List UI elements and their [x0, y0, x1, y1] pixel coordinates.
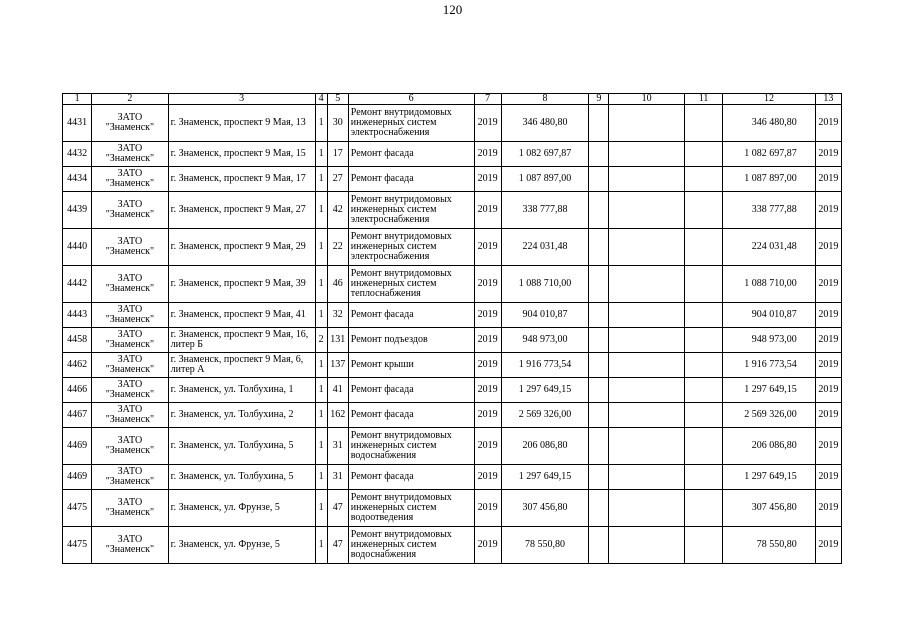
page-number: 120 — [442, 2, 463, 17]
table-row — [63, 142, 842, 167]
table-row — [63, 266, 842, 303]
id-cell: 4469 — [63, 465, 92, 490]
id-cell: 4475 — [63, 527, 92, 564]
address-cell: г. Знаменск, проспект 9 Мая, 39 — [168, 266, 315, 303]
work-type-cell: Ремонт фасада — [348, 465, 474, 490]
id-cell: 4475 — [63, 490, 92, 527]
municipality-cell: ЗАТО "Знаменск" — [92, 167, 168, 192]
work-type-cell: Ремонт фасада — [348, 403, 474, 428]
total-cell: 206 086,80 — [723, 428, 816, 465]
total-cell: 1 297 649,15 — [723, 378, 816, 403]
address-cell: г. Знаменск, ул. Фрунзе, 5 — [168, 490, 315, 527]
cost-cell: 224 031,48 — [501, 229, 589, 266]
year-cell: 2019 — [474, 378, 501, 403]
work-type-cell: Ремонт фасада — [348, 167, 474, 192]
col5-cell: 42 — [327, 192, 348, 229]
col5-cell: 32 — [327, 303, 348, 328]
year-end-cell: 2019 — [815, 167, 841, 192]
col5-cell: 47 — [327, 490, 348, 527]
work-type-cell: Ремонт внутридомовых инженерных систем теплоснабжения — [348, 266, 474, 303]
cost-cell: 904 010,87 — [501, 303, 589, 328]
id-cell: 4467 — [63, 403, 92, 428]
col4-cell: 1 — [315, 167, 327, 192]
id-cell: 4462 — [63, 353, 92, 378]
cost-cell: 1 297 649,15 — [501, 465, 589, 490]
total-cell: 224 031,48 — [723, 229, 816, 266]
work-type-cell: Ремонт внутридомовых инженерных систем электроснабжения — [348, 105, 474, 142]
total-cell: 904 010,87 — [723, 303, 816, 328]
address-cell: г. Знаменск, проспект 9 Мая, 17 — [168, 167, 315, 192]
municipality-cell: ЗАТО "Знаменск" — [92, 105, 168, 142]
cost-cell: 948 973,00 — [501, 328, 589, 353]
col5-cell: 27 — [327, 167, 348, 192]
col9-cell — [589, 490, 609, 527]
col5-cell: 131 — [327, 328, 348, 353]
work-type-cell: Ремонт крыши — [348, 353, 474, 378]
address-cell: г. Знаменск, проспект 9 Мая, 41 — [168, 303, 315, 328]
column-header-12: 12 — [723, 94, 816, 105]
year-cell: 2019 — [474, 105, 501, 142]
col5-cell: 47 — [327, 527, 348, 564]
municipality-cell: ЗАТО "Знаменск" — [92, 303, 168, 328]
col10-cell — [609, 192, 684, 229]
col11-cell — [684, 353, 722, 378]
total-cell: 1 087 897,00 — [723, 167, 816, 192]
column-header-8: 8 — [501, 94, 589, 105]
cost-cell: 1 082 697,87 — [501, 142, 589, 167]
work-type-cell: Ремонт фасада — [348, 378, 474, 403]
table-row — [63, 465, 842, 490]
table-row — [63, 428, 842, 465]
municipality-cell: ЗАТО "Знаменск" — [92, 229, 168, 266]
column-header-9: 9 — [589, 94, 609, 105]
address-cell: г. Знаменск, проспект 9 Мая, 6, литер А — [168, 353, 315, 378]
column-header-11: 11 — [684, 94, 722, 105]
col11-cell — [684, 105, 722, 142]
col11-cell — [684, 378, 722, 403]
address-cell: г. Знаменск, ул. Фрунзе, 5 — [168, 527, 315, 564]
col10-cell — [609, 353, 684, 378]
col4-cell: 1 — [315, 527, 327, 564]
table-row — [63, 490, 842, 527]
col11-cell — [684, 465, 722, 490]
header-row — [63, 94, 842, 105]
work-type-cell: Ремонт подъездов — [348, 328, 474, 353]
total-cell: 307 456,80 — [723, 490, 816, 527]
year-end-cell: 2019 — [815, 527, 841, 564]
id-cell: 4469 — [63, 428, 92, 465]
year-cell: 2019 — [474, 353, 501, 378]
column-header-2: 2 — [92, 94, 168, 105]
col10-cell — [609, 167, 684, 192]
col4-cell: 1 — [315, 192, 327, 229]
municipality-cell: ЗАТО "Знаменск" — [92, 490, 168, 527]
col4-cell: 1 — [315, 403, 327, 428]
col5-cell: 137 — [327, 353, 348, 378]
work-type-cell: Ремонт фасада — [348, 142, 474, 167]
col11-cell — [684, 428, 722, 465]
col11-cell — [684, 527, 722, 564]
cost-cell: 1 087 897,00 — [501, 167, 589, 192]
col5-cell: 41 — [327, 378, 348, 403]
municipality-cell: ЗАТО "Знаменск" — [92, 527, 168, 564]
column-header-7: 7 — [474, 94, 501, 105]
municipality-cell: ЗАТО "Знаменск" — [92, 353, 168, 378]
year-cell: 2019 — [474, 142, 501, 167]
col11-cell — [684, 142, 722, 167]
id-cell: 4431 — [63, 105, 92, 142]
year-end-cell: 2019 — [815, 490, 841, 527]
col10-cell — [609, 303, 684, 328]
work-type-cell: Ремонт внутридомовых инженерных систем водоотведения — [348, 490, 474, 527]
table-row — [63, 353, 842, 378]
address-cell: г. Знаменск, проспект 9 Мая, 13 — [168, 105, 315, 142]
col11-cell — [684, 328, 722, 353]
id-cell: 4432 — [63, 142, 92, 167]
col9-cell — [589, 353, 609, 378]
col5-cell: 46 — [327, 266, 348, 303]
col5-cell: 17 — [327, 142, 348, 167]
address-cell: г. Знаменск, проспект 9 Мая, 27 — [168, 192, 315, 229]
cost-cell: 1 297 649,15 — [501, 378, 589, 403]
col9-cell — [589, 105, 609, 142]
col9-cell — [589, 378, 609, 403]
col9-cell — [589, 167, 609, 192]
id-cell: 4466 — [63, 378, 92, 403]
col9-cell — [589, 142, 609, 167]
col11-cell — [684, 490, 722, 527]
table-row — [63, 229, 842, 266]
repair-schedule-table — [62, 93, 842, 564]
year-cell: 2019 — [474, 527, 501, 564]
work-type-cell: Ремонт внутридомовых инженерных систем электроснабжения — [348, 192, 474, 229]
col10-cell — [609, 105, 684, 142]
year-end-cell: 2019 — [815, 328, 841, 353]
municipality-cell: ЗАТО "Знаменск" — [92, 465, 168, 490]
col9-cell — [589, 303, 609, 328]
col5-cell: 31 — [327, 465, 348, 490]
col10-cell — [609, 142, 684, 167]
table-row — [63, 303, 842, 328]
col4-cell: 1 — [315, 229, 327, 266]
total-cell: 1 088 710,00 — [723, 266, 816, 303]
col4-cell: 1 — [315, 105, 327, 142]
total-cell: 1 082 697,87 — [723, 142, 816, 167]
year-cell: 2019 — [474, 303, 501, 328]
year-end-cell: 2019 — [815, 465, 841, 490]
table-row — [63, 403, 842, 428]
col9-cell — [589, 229, 609, 266]
cost-cell: 307 456,80 — [501, 490, 589, 527]
address-cell: г. Знаменск, ул. Толбухина, 2 — [168, 403, 315, 428]
col4-cell: 1 — [315, 378, 327, 403]
col10-cell — [609, 328, 684, 353]
col4-cell: 1 — [315, 465, 327, 490]
col9-cell — [589, 328, 609, 353]
id-cell: 4458 — [63, 328, 92, 353]
year-cell: 2019 — [474, 428, 501, 465]
col5-cell: 162 — [327, 403, 348, 428]
col9-cell — [589, 403, 609, 428]
col9-cell — [589, 527, 609, 564]
work-type-cell: Ремонт внутридомовых инженерных систем водоснабжения — [348, 527, 474, 564]
work-type-cell: Ремонт внутридомовых инженерных систем электроснабжения — [348, 229, 474, 266]
column-header-5: 5 — [327, 94, 348, 105]
col10-cell — [609, 378, 684, 403]
year-end-cell: 2019 — [815, 105, 841, 142]
col4-cell: 1 — [315, 266, 327, 303]
column-header-13: 13 — [815, 94, 841, 105]
year-end-cell: 2019 — [815, 428, 841, 465]
year-end-cell: 2019 — [815, 378, 841, 403]
col10-cell — [609, 428, 684, 465]
cost-cell: 338 777,88 — [501, 192, 589, 229]
col10-cell — [609, 266, 684, 303]
address-cell: г. Знаменск, ул. Толбухина, 1 — [168, 378, 315, 403]
year-cell: 2019 — [474, 328, 501, 353]
address-cell: г. Знаменск, проспект 9 Мая, 16, литер Б — [168, 328, 315, 353]
municipality-cell: ЗАТО "Знаменск" — [92, 192, 168, 229]
table-row — [63, 378, 842, 403]
work-type-cell: Ремонт внутридомовых инженерных систем водоснабжения — [348, 428, 474, 465]
year-cell: 2019 — [474, 229, 501, 266]
table-body — [63, 105, 842, 564]
col4-cell: 1 — [315, 353, 327, 378]
year-end-cell: 2019 — [815, 353, 841, 378]
total-cell: 338 777,88 — [723, 192, 816, 229]
col5-cell: 30 — [327, 105, 348, 142]
column-header-1: 1 — [63, 94, 92, 105]
cost-cell: 346 480,80 — [501, 105, 589, 142]
col11-cell — [684, 403, 722, 428]
col10-cell — [609, 527, 684, 564]
col11-cell — [684, 229, 722, 266]
total-cell: 78 550,80 — [723, 527, 816, 564]
col11-cell — [684, 167, 722, 192]
col10-cell — [609, 490, 684, 527]
total-cell: 1 297 649,15 — [723, 465, 816, 490]
col4-cell: 1 — [315, 490, 327, 527]
address-cell: г. Знаменск, проспект 9 Мая, 15 — [168, 142, 315, 167]
address-cell: г. Знаменск, ул. Толбухина, 5 — [168, 428, 315, 465]
total-cell: 2 569 326,00 — [723, 403, 816, 428]
column-header-4: 4 — [315, 94, 327, 105]
id-cell: 4443 — [63, 303, 92, 328]
column-header-3: 3 — [168, 94, 315, 105]
year-end-cell: 2019 — [815, 403, 841, 428]
cost-cell: 1 916 773,54 — [501, 353, 589, 378]
col9-cell — [589, 192, 609, 229]
year-end-cell: 2019 — [815, 192, 841, 229]
col4-cell: 2 — [315, 328, 327, 353]
municipality-cell: ЗАТО "Знаменск" — [92, 266, 168, 303]
col4-cell: 1 — [315, 142, 327, 167]
col10-cell — [609, 229, 684, 266]
table-row — [63, 527, 842, 564]
address-cell: г. Знаменск, ул. Толбухина, 5 — [168, 465, 315, 490]
col4-cell: 1 — [315, 303, 327, 328]
col9-cell — [589, 266, 609, 303]
municipality-cell: ЗАТО "Знаменск" — [92, 142, 168, 167]
id-cell: 4439 — [63, 192, 92, 229]
table-row — [63, 167, 842, 192]
col10-cell — [609, 465, 684, 490]
address-cell: г. Знаменск, проспект 9 Мая, 29 — [168, 229, 315, 266]
id-cell: 4442 — [63, 266, 92, 303]
cost-cell: 2 569 326,00 — [501, 403, 589, 428]
id-cell: 4434 — [63, 167, 92, 192]
work-type-cell: Ремонт фасада — [348, 303, 474, 328]
year-end-cell: 2019 — [815, 266, 841, 303]
year-cell: 2019 — [474, 266, 501, 303]
municipality-cell: ЗАТО "Знаменск" — [92, 403, 168, 428]
cost-cell: 206 086,80 — [501, 428, 589, 465]
total-cell: 1 916 773,54 — [723, 353, 816, 378]
col11-cell — [684, 266, 722, 303]
cost-cell: 78 550,80 — [501, 527, 589, 564]
municipality-cell: ЗАТО "Знаменск" — [92, 378, 168, 403]
year-end-cell: 2019 — [815, 229, 841, 266]
id-cell: 4440 — [63, 229, 92, 266]
municipality-cell: ЗАТО "Знаменск" — [92, 428, 168, 465]
col4-cell: 1 — [315, 428, 327, 465]
year-end-cell: 2019 — [815, 142, 841, 167]
year-end-cell: 2019 — [815, 303, 841, 328]
total-cell: 948 973,00 — [723, 328, 816, 353]
year-cell: 2019 — [474, 403, 501, 428]
table-row — [63, 105, 842, 142]
year-cell: 2019 — [474, 192, 501, 229]
col10-cell — [609, 403, 684, 428]
column-header-6: 6 — [348, 94, 474, 105]
table-row — [63, 328, 842, 353]
col5-cell: 31 — [327, 428, 348, 465]
col11-cell — [684, 192, 722, 229]
municipality-cell: ЗАТО "Знаменск" — [92, 328, 168, 353]
year-cell: 2019 — [474, 167, 501, 192]
col9-cell — [589, 428, 609, 465]
total-cell: 346 480,80 — [723, 105, 816, 142]
year-cell: 2019 — [474, 465, 501, 490]
col11-cell — [684, 303, 722, 328]
year-cell: 2019 — [474, 490, 501, 527]
column-header-10: 10 — [609, 94, 684, 105]
table-row — [63, 192, 842, 229]
col5-cell: 22 — [327, 229, 348, 266]
col9-cell — [589, 465, 609, 490]
cost-cell: 1 088 710,00 — [501, 266, 589, 303]
